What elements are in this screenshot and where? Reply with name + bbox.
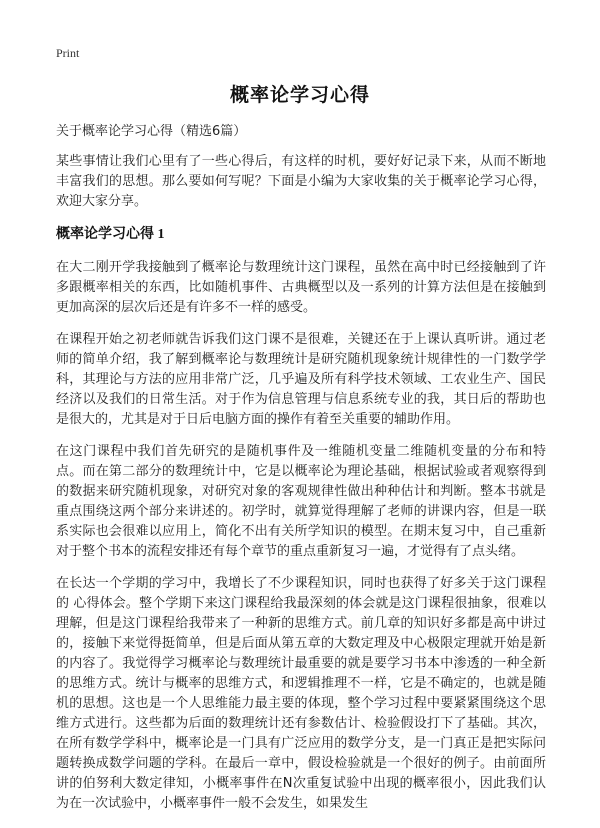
document-subtitle: 关于概率论学习心得（精选6篇）: [56, 124, 247, 139]
body-paragraph-4: 在长达一个学期的学习中，我增长了不少课程知识，同时也获得了好多关于这门课程的 心得体会。整个学期下来这门课程给我最深刻的体会就是这门课程很抽象，很难以理解，但是这门课程给我带来了一种新的思维方式。前几章的知识好多都是高中讲过的，接触下来觉得挺简单，但是后面从第五章的大数定理及中心极限定理就开始是新的内容了。我觉得学习概率论与数理统计最重要的就是要学习书本中渗透的一种全新的思维方式。统计与概率的思维方式，和逻辑推理不一样，它是不确定的，也就是随机的思想。这也是一个人思维能力最主要的体现，整个学习过程中要紧紧围绕这个思维方式进行。这些都为后面的数理统计还有参数估计、检验假设打下了基础。其次，在所有数学学科中，概率论是一门具有广泛应用的数学分支，是一门真正是把实际问题转换成数学问题的学科。在最后一章中，假设检验就是一个很好的例子。由前面所讲的伯努利大数定律知，小概率事件在N次重复试验中出现的概率很小，因此我们认为在一次试验中，小概率事件一般不会发生，如果发生: [56, 576, 546, 811]
document-body: [56, 152, 546, 826]
intro-paragraph: 某些事情让我们心里有了一些心得后，有这样的时机，要好好记录下来，从而不断地丰富我们的思想。那么要如何写呢？下面是小编为大家收集的关于概率论学习心得，欢迎大家分享。: [56, 154, 546, 209]
body-paragraph-2: 在课程开始之初老师就告诉我们这门课不是很难，关键还在于上课认真听讲。通过老师的简单介绍，我了解到概率论与数理统计是研究随机现象统计规律性的一门数学学科，其理论与方法的应用非常广泛，几乎遍及所有科学技术领域、工农业生产、国民经济以及我们的日常生活。对于作为信息管理与信息系统专业的我，其日后的帮助也是很大的，尤其是对于日后电脑方面的操作有着至关重要的辅助作用。: [56, 332, 546, 427]
body-paragraph-3: 在这门课程中我们首先研究的是随机事件及一维随机变量二维随机变量的分布和特点。而在第二部分的数理统计中，它是以概率论为理论基础，根据试验或者观察得到的数据来研究随机现象，对研究对象的客观规律性做出种种估计和判断。整本书就是重点围绕这两个部分来讲述的。初学时，就算觉得理解了老师的讲课内容，但是一联系实际也会很难以应用上，简化不出有关所学知识的模型。在期末复习中，自己重新对于整个书本的流程安排还有每个章节的重点重新复习一遍，才觉得有了点头绪。: [56, 444, 546, 559]
body-paragraph-1: 在大二刚开学我接触到了概率论与数理统计这门课程，虽然在高中时已经接触到了许多跟概率相关的东西，比如随机事件、古典概型以及一系列的计算方法但是在接触到更加高深的层次后还是有许多不一样的感受。: [56, 260, 546, 315]
print-link[interactable]: Print: [56, 46, 80, 60]
document-title: 概率论学习心得: [229, 84, 370, 106]
section-heading: 概率论学习心得 1: [56, 227, 165, 242]
